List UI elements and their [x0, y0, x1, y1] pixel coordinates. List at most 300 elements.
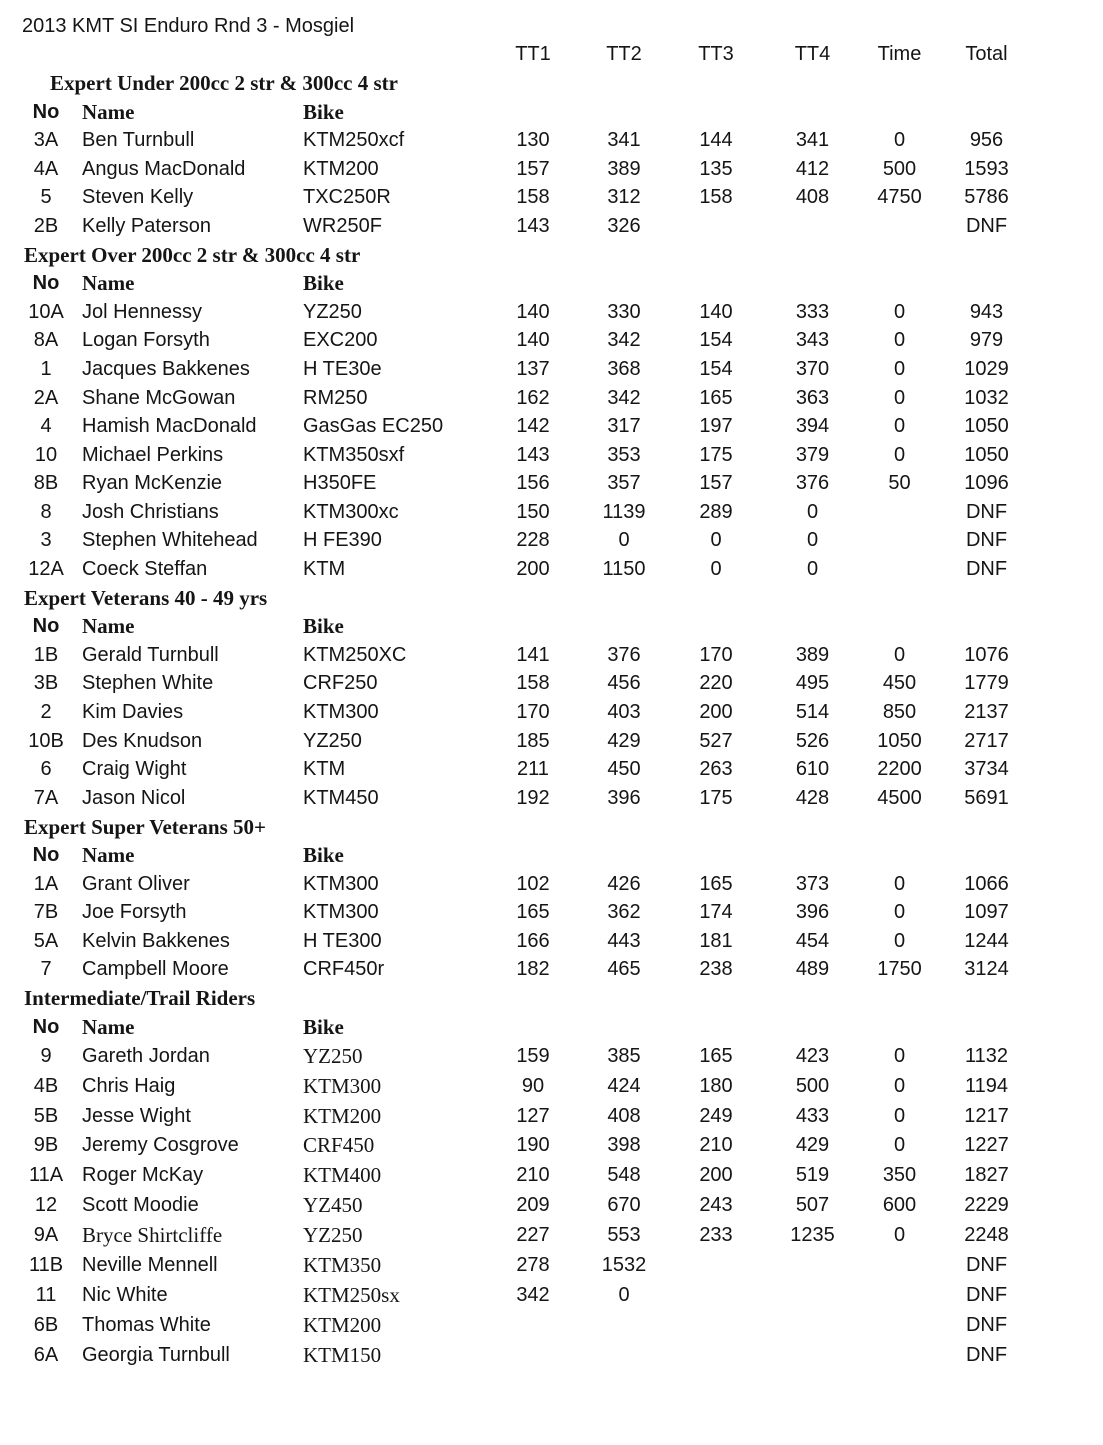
total-cell: 1827	[964, 1164, 1009, 1187]
tt4-cell: 507	[795, 1194, 830, 1217]
page-title: 2013 KMT SI Enduro Rnd 3 - Mosgiel	[22, 15, 355, 37]
tt4-cell: 495	[795, 672, 830, 695]
tt2-cell: 465	[607, 958, 641, 981]
table-row	[0, 1071, 1103, 1101]
tt1-cell: 143	[516, 214, 550, 237]
rider-number-cell: 5	[40, 186, 52, 209]
total-cell: DNF	[965, 529, 1008, 552]
rider-number-cell: 6A	[33, 1343, 59, 1366]
tt4-cell: 379	[795, 443, 830, 466]
no-header: No	[32, 615, 60, 638]
tt2-cell: 357	[607, 472, 641, 495]
rider-name-cell: Coeck Steffan	[82, 558, 208, 581]
tt1-cell: 140	[516, 300, 550, 323]
bike-header: Bike	[303, 843, 344, 868]
tt2-cell: 376	[607, 643, 641, 666]
rider-name-cell: Gareth Jordan	[82, 1044, 210, 1067]
rider-name-cell: Georgia Turnbull	[82, 1343, 230, 1366]
tt3-cell: 200	[699, 1164, 733, 1187]
time-cell: 1750	[877, 958, 922, 981]
tt2-cell: 396	[607, 786, 641, 809]
tt4-cell: 408	[795, 186, 830, 209]
column-header-total: Total	[965, 43, 1008, 66]
no-header: No	[32, 272, 60, 295]
total-cell: DNF	[965, 1343, 1008, 1366]
tt3-cell: 165	[699, 872, 733, 895]
bike-cell: YZ250	[303, 1223, 363, 1248]
table-row	[0, 441, 1103, 470]
rider-name-cell: Shane McGowan	[82, 386, 236, 409]
tt4-cell: 489	[795, 958, 830, 981]
tt2-cell: 424	[607, 1074, 641, 1097]
tt2-cell: 408	[607, 1104, 641, 1127]
time-cell: 600	[882, 1194, 917, 1217]
section-rows	[0, 641, 1103, 813]
time-cell: 0	[893, 901, 906, 924]
bike-cell: KTM300	[303, 1073, 382, 1098]
bike-cell: KTM300	[303, 901, 379, 924]
bike-header: Bike	[303, 1014, 344, 1039]
rider-number-cell: 11B	[28, 1254, 64, 1277]
tt2-cell: 341	[607, 129, 641, 152]
total-cell: 1097	[964, 901, 1009, 924]
time-cell: 0	[893, 1044, 906, 1067]
table-row	[0, 298, 1103, 327]
total-cell: 2137	[964, 701, 1009, 724]
results-section	[0, 984, 1103, 1370]
table-row	[0, 1041, 1103, 1071]
bike-header: Bike	[303, 614, 344, 639]
bike-cell: KTM300	[303, 872, 379, 895]
tt3-cell: 135	[699, 157, 733, 180]
tt4-cell: 519	[795, 1164, 830, 1187]
bike-cell: YZ250	[303, 729, 362, 752]
tt2-cell: 385	[607, 1044, 641, 1067]
tt3-cell: 158	[699, 186, 733, 209]
bike-cell: KTM300xc	[303, 500, 399, 523]
rider-name-cell: Neville Mennell	[82, 1254, 218, 1277]
tt3-cell: 165	[699, 386, 733, 409]
table-row	[0, 126, 1103, 155]
rider-name-cell: Hamish MacDonald	[82, 415, 257, 438]
time-cell: 0	[893, 443, 906, 466]
tt3-cell: 175	[699, 443, 733, 466]
rider-name-cell: Jacques Bakkenes	[82, 357, 250, 380]
tt3-cell: 181	[699, 929, 733, 952]
tt3-cell: 249	[699, 1104, 733, 1127]
tt4-cell: 373	[795, 872, 830, 895]
table-row	[0, 355, 1103, 384]
rider-number-cell: 5B	[33, 1104, 59, 1127]
rider-name-cell: Joe Forsyth	[82, 901, 187, 924]
bike-cell: CRF250	[303, 672, 378, 695]
tt1-cell: 227	[516, 1224, 550, 1247]
tt3-cell: 144	[699, 129, 733, 152]
rider-number-cell: 1B	[33, 643, 59, 666]
table-row	[0, 155, 1103, 184]
rider-name-cell: Ryan McKenzie	[82, 472, 223, 495]
bike-cell: KTM200	[303, 157, 379, 180]
time-cell: 0	[893, 1104, 906, 1127]
bike-cell: KTM250sx	[303, 1282, 400, 1307]
tt1-cell: 185	[516, 729, 550, 752]
tt3-cell: 238	[699, 958, 733, 981]
tt1-cell: 210	[516, 1164, 550, 1187]
time-cell: 0	[893, 1134, 906, 1157]
column-header-time: Time	[877, 43, 922, 66]
tt1-cell: 157	[516, 157, 550, 180]
bike-cell: KTM300	[303, 701, 379, 724]
time-cell: 0	[893, 643, 906, 666]
tt4-cell: 341	[795, 129, 830, 152]
table-row	[0, 870, 1103, 899]
tt3-cell: 220	[699, 672, 733, 695]
total-cell: 1032	[964, 386, 1009, 409]
total-cell: 1227	[964, 1134, 1009, 1157]
column-header-tt4: TT4	[794, 43, 831, 66]
results-section	[0, 241, 1103, 584]
tt2-cell: 398	[607, 1134, 641, 1157]
tt2-cell: 353	[607, 443, 641, 466]
rider-number-cell: 8B	[33, 472, 59, 495]
time-cell: 0	[893, 929, 906, 952]
tt1-cell: 102	[516, 872, 550, 895]
rider-name-cell: Jason Nicol	[82, 786, 186, 809]
tt2-cell: 389	[607, 157, 641, 180]
tt1-cell: 90	[521, 1074, 545, 1097]
time-cell: 4500	[877, 786, 922, 809]
tt4-cell: 412	[795, 157, 830, 180]
tt1-cell: 200	[516, 558, 550, 581]
tt3-cell: 170	[699, 643, 733, 666]
table-row	[0, 1131, 1103, 1161]
rider-name-cell: Josh Christians	[82, 500, 219, 523]
rider-name-cell: Chris Haig	[82, 1074, 176, 1097]
rider-name-cell: Scott Moodie	[82, 1194, 199, 1217]
table-row	[0, 1281, 1103, 1311]
tt1-cell: 162	[516, 386, 550, 409]
bike-cell: CRF450	[303, 1133, 375, 1158]
tt4-cell: 500	[795, 1074, 830, 1097]
total-cell: 1029	[964, 357, 1009, 380]
tt1-cell: 166	[516, 929, 550, 952]
tt3-cell: 157	[699, 472, 733, 495]
table-row	[0, 498, 1103, 527]
rider-number-cell: 10	[34, 443, 58, 466]
bike-cell: KTM250XC	[303, 643, 407, 666]
tt2-cell: 1139	[602, 500, 646, 523]
tt3-cell: 527	[699, 729, 733, 752]
table-row	[0, 527, 1103, 556]
tt3-cell: 165	[699, 1044, 733, 1067]
tt2-cell: 312	[607, 186, 641, 209]
bike-cell: KTM	[303, 758, 346, 781]
rider-name-cell: Gerald Turnbull	[82, 643, 219, 666]
tt4-cell: 0	[806, 529, 819, 552]
column-header-tt2: TT2	[606, 43, 642, 66]
tt2-cell: 330	[607, 300, 641, 323]
tt4-cell: 514	[795, 701, 830, 724]
tt1-cell: 130	[516, 129, 550, 152]
rider-number-cell: 4A	[33, 157, 59, 180]
time-cell: 0	[893, 329, 906, 352]
table-row	[0, 412, 1103, 441]
tt3-cell: 243	[699, 1194, 733, 1217]
total-cell: 943	[969, 300, 1004, 323]
tt2-cell: 456	[607, 672, 641, 695]
results-section	[0, 813, 1103, 985]
tt3-cell: 197	[699, 415, 733, 438]
section-rows	[0, 1041, 1103, 1370]
section-title: Intermediate/Trail Riders	[24, 986, 256, 1011]
total-cell: 956	[969, 129, 1004, 152]
bike-cell: WR250F	[303, 214, 382, 237]
rider-number-cell: 9B	[33, 1134, 59, 1157]
section-column-header-row	[0, 98, 1103, 127]
tt2-cell: 326	[607, 214, 641, 237]
bike-cell: KTM	[303, 558, 346, 581]
tt3-cell: 180	[699, 1074, 733, 1097]
total-cell: 1593	[964, 157, 1009, 180]
rider-name-cell: Grant Oliver	[82, 872, 190, 895]
rider-name-cell: Jol Hennessy	[82, 300, 203, 323]
tt3-cell: 0	[710, 558, 722, 581]
table-row	[0, 327, 1103, 356]
section-column-header-row	[0, 269, 1103, 298]
total-cell: 1066	[964, 872, 1009, 895]
name-header: Name	[82, 1014, 135, 1039]
name-header: Name	[82, 843, 135, 868]
tt4-cell: 0	[806, 558, 819, 581]
rider-number-cell: 2	[40, 701, 52, 724]
rider-number-cell: 3A	[33, 129, 59, 152]
bike-cell: KTM200	[303, 1312, 382, 1337]
total-cell: 979	[969, 329, 1004, 352]
section-title: Expert Veterans 40 - 49 yrs	[24, 585, 268, 610]
rider-number-cell: 10A	[28, 300, 64, 323]
tt2-cell: 0	[618, 1283, 630, 1306]
table-row	[0, 1310, 1103, 1340]
tt2-cell: 1150	[602, 558, 646, 581]
rider-number-cell: 5A	[33, 929, 59, 952]
rider-number-cell: 11	[35, 1283, 57, 1306]
rider-name-cell: Logan Forsyth	[82, 329, 210, 352]
results-sections	[0, 69, 1103, 1370]
rider-name-cell: Nic White	[82, 1283, 168, 1306]
total-cell: DNF	[965, 1313, 1008, 1336]
table-row	[0, 1340, 1103, 1370]
rider-number-cell: 1A	[33, 872, 59, 895]
total-cell: 1096	[964, 472, 1009, 495]
bike-cell: RM250	[303, 386, 368, 409]
bike-header: Bike	[303, 271, 344, 296]
table-row	[0, 956, 1103, 985]
rider-name-cell: Kim Davies	[82, 701, 184, 724]
tt1-cell: 211	[517, 758, 549, 781]
tt1-cell: 127	[516, 1104, 550, 1127]
rider-name-cell: Jeremy Cosgrove	[82, 1134, 239, 1157]
tt1-cell: 159	[516, 1044, 550, 1067]
time-cell: 500	[882, 157, 917, 180]
rider-name-cell: Stephen White	[82, 672, 214, 695]
total-cell: 1194	[964, 1074, 1008, 1097]
time-cell: 4750	[877, 186, 922, 209]
tt1-cell: 141	[516, 643, 550, 666]
bike-cell: KTM450	[303, 786, 379, 809]
tt2-cell: 403	[607, 701, 641, 724]
time-cell: 0	[893, 1224, 906, 1247]
tt2-cell: 0	[618, 529, 630, 552]
bike-cell: KTM200	[303, 1103, 382, 1128]
tt2-cell: 426	[607, 872, 641, 895]
rider-number-cell: 3B	[33, 672, 59, 695]
time-cell: 850	[882, 701, 917, 724]
no-header: No	[32, 1015, 60, 1038]
tt4-cell: 363	[795, 386, 830, 409]
tt3-cell: 210	[699, 1134, 733, 1157]
rider-name-cell: Des Knudson	[82, 729, 203, 752]
rider-name-cell: Jesse Wight	[82, 1104, 191, 1127]
name-header: Name	[82, 271, 135, 296]
rider-number-cell: 4	[40, 415, 52, 438]
rider-number-cell: 2B	[33, 214, 59, 237]
tt2-cell: 429	[607, 729, 641, 752]
time-cell: 0	[893, 1074, 906, 1097]
time-cell: 0	[893, 357, 906, 380]
bike-cell: KTM150	[303, 1342, 382, 1367]
tt1-cell: 165	[516, 901, 550, 924]
time-cell: 1050	[877, 729, 922, 752]
rider-name-cell: Kelvin Bakkenes	[82, 929, 230, 952]
table-row	[0, 727, 1103, 756]
tt3-cell: 154	[699, 357, 733, 380]
tt2-cell: 1532	[601, 1254, 647, 1277]
tt4-cell: 1235	[790, 1224, 835, 1247]
total-cell: 2229	[964, 1194, 1009, 1217]
section-title: Expert Under 200cc 2 str & 300cc 4 str	[50, 71, 398, 96]
tt4-cell: 333	[795, 300, 830, 323]
tt1-cell: 190	[516, 1134, 550, 1157]
tt3-cell: 289	[699, 500, 733, 523]
tt4-cell: 376	[795, 472, 830, 495]
column-header-tt3: TT3	[698, 43, 734, 66]
total-cell: 1244	[964, 929, 1009, 952]
tt2-cell: 553	[607, 1224, 641, 1247]
rider-number-cell: 1	[40, 357, 52, 380]
name-header: Name	[82, 99, 135, 124]
rider-number-cell: 9	[40, 1044, 52, 1067]
bike-cell: KTM350	[303, 1253, 382, 1278]
tt1-cell: 342	[516, 1283, 550, 1306]
rider-number-cell: 11A	[28, 1164, 64, 1187]
tt2-cell: 670	[607, 1194, 641, 1217]
tt3-cell: 233	[699, 1224, 733, 1247]
tt1-cell: 228	[516, 529, 550, 552]
table-row	[0, 1161, 1103, 1191]
tt4-cell: 433	[795, 1104, 830, 1127]
table-row	[0, 184, 1103, 213]
bike-cell: GasGas EC250	[303, 415, 444, 438]
tt1-cell: 150	[516, 500, 550, 523]
table-row	[0, 898, 1103, 927]
tt1-cell: 209	[516, 1194, 550, 1217]
score-column-header-row	[0, 41, 1103, 70]
time-cell: 0	[893, 872, 906, 895]
tt1-cell: 170	[516, 701, 550, 724]
rider-number-cell: 8A	[33, 329, 59, 352]
section-title: Expert Super Veterans 50+	[24, 814, 267, 839]
bike-cell: H FE390	[303, 529, 382, 552]
tt4-cell: 394	[795, 415, 830, 438]
bike-header: Bike	[303, 99, 344, 124]
name-header: Name	[82, 614, 135, 639]
rider-name-cell: Steven Kelly	[82, 186, 194, 209]
table-row	[0, 1251, 1103, 1281]
tt4-cell: 526	[795, 729, 830, 752]
rider-name-cell: Stephen Whitehead	[82, 529, 258, 552]
tt1-cell: 142	[516, 415, 550, 438]
rider-name-cell: Michael Perkins	[82, 443, 224, 466]
time-cell: 50	[888, 472, 911, 495]
bike-cell: YZ250	[303, 1043, 363, 1068]
table-row	[0, 1101, 1103, 1131]
total-cell: DNF	[965, 214, 1008, 237]
total-cell: 1132	[964, 1044, 1008, 1067]
time-cell: 2200	[877, 758, 922, 781]
rider-number-cell: 7A	[33, 786, 59, 809]
tt1-cell: 143	[516, 443, 550, 466]
tt3-cell: 263	[699, 758, 733, 781]
tt3-cell: 0	[710, 529, 722, 552]
total-cell: 3734	[964, 758, 1009, 781]
total-cell: 2717	[964, 729, 1009, 752]
time-cell: 0	[893, 386, 906, 409]
tt1-cell: 182	[516, 958, 550, 981]
total-cell: DNF	[965, 1254, 1008, 1277]
tt4-cell: 370	[795, 357, 830, 380]
rider-name-cell: Bryce Shirtcliffe	[82, 1223, 223, 1248]
tt4-cell: 454	[795, 929, 830, 952]
bike-cell: YZ250	[303, 300, 362, 323]
table-row	[0, 927, 1103, 956]
rider-number-cell: 6	[40, 758, 52, 781]
bike-cell: KTM400	[303, 1163, 382, 1188]
total-cell: DNF	[965, 558, 1008, 581]
tt1-cell: 158	[516, 672, 550, 695]
tt4-cell: 610	[795, 758, 830, 781]
tt4-cell: 389	[795, 643, 830, 666]
total-cell: DNF	[965, 1283, 1008, 1306]
table-row	[0, 755, 1103, 784]
table-row	[0, 1191, 1103, 1221]
bike-cell: H TE300	[303, 929, 382, 952]
tt4-cell: 0	[806, 500, 819, 523]
rider-name-cell: Campbell Moore	[82, 958, 229, 981]
rider-name-cell: Thomas White	[82, 1313, 211, 1336]
section-title: Expert Over 200cc 2 str & 300cc 4 str	[24, 242, 361, 267]
rider-number-cell: 7B	[33, 901, 59, 924]
table-row	[0, 212, 1103, 241]
rider-name-cell: Roger McKay	[82, 1164, 204, 1187]
tt2-cell: 450	[607, 758, 641, 781]
tt2-cell: 548	[607, 1164, 641, 1187]
tt3-cell: 154	[699, 329, 733, 352]
total-cell: 1050	[964, 443, 1009, 466]
time-cell: 0	[893, 300, 906, 323]
total-cell: 1217	[964, 1104, 1009, 1127]
section-column-header-row	[0, 1013, 1103, 1042]
table-row	[0, 641, 1103, 670]
